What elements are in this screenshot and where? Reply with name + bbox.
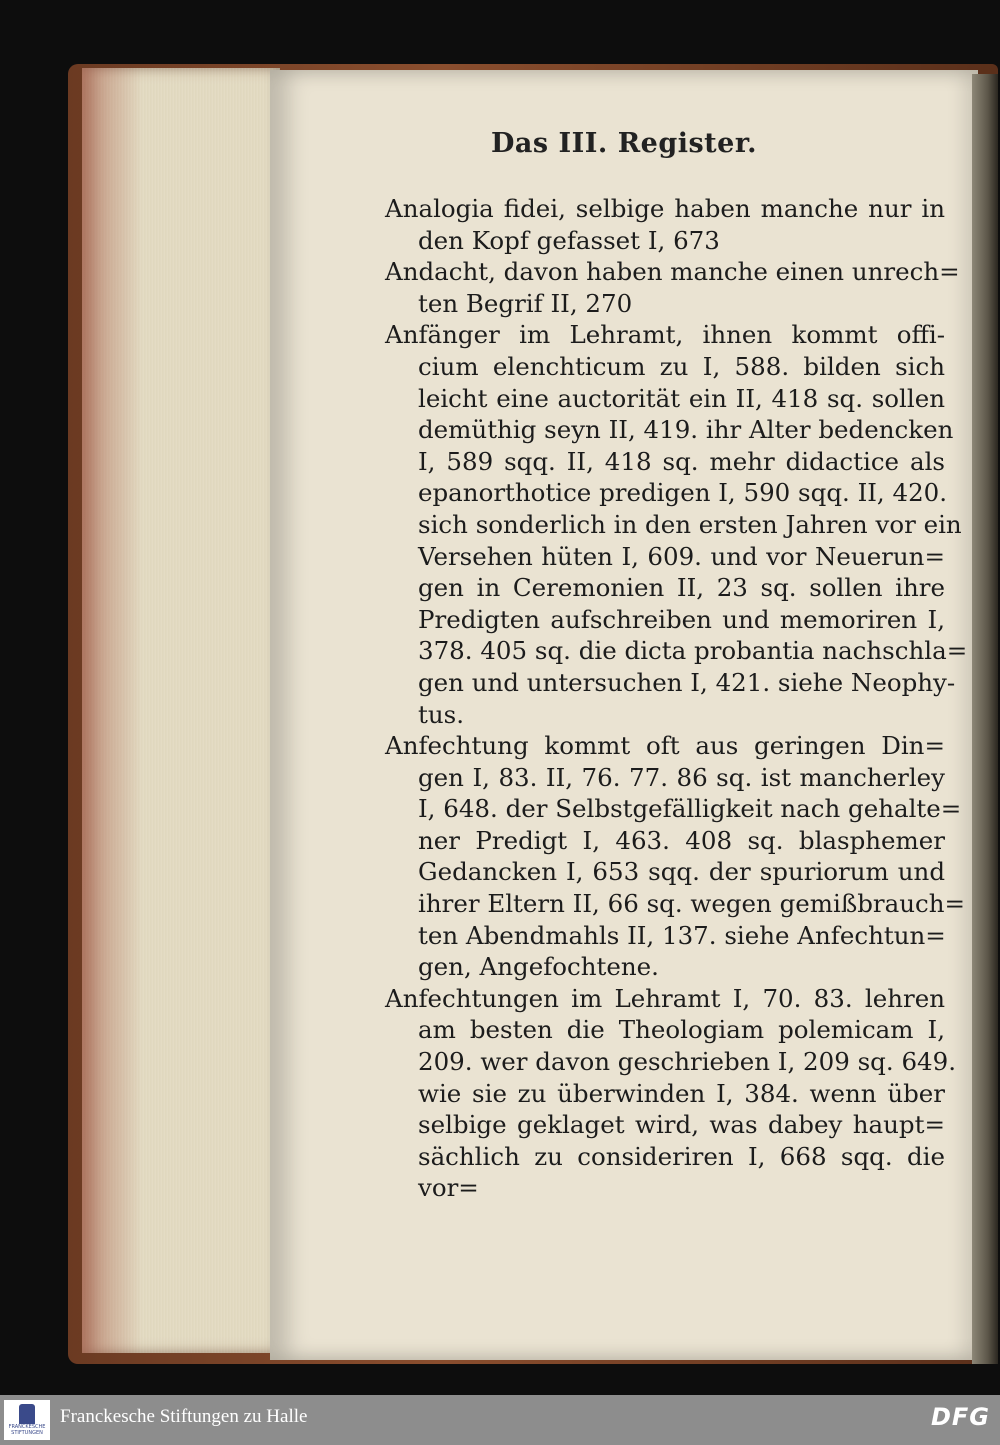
entry-line: gen und untersuchen I, 421. siehe Neophy- (418, 667, 956, 697)
page-heading: Das III. Register. (491, 128, 757, 159)
entry-line: sächlich zu consideriren I, 668 sqq. die (418, 1141, 945, 1171)
entry-line: ner Predigt I, 463. 408 sq. blasphemer (418, 825, 945, 855)
entry-line: leicht eine auctorität ein II, 418 sq. sollen (418, 383, 945, 413)
entry-line: Andacht, davon haben manche einen unrech= (385, 257, 960, 287)
entry-line: cium elenchticum zu I, 588. bilden sich (418, 351, 945, 381)
register-entries (385, 193, 968, 1204)
entry-line: epanorthotice predigen I, 590 sqq. II, 420. (418, 478, 948, 508)
entry-line: ihrer Eltern II, 66 sq. wegen gemißbrauch= (418, 889, 966, 919)
entry-line: selbige geklaget wird, was dabey haupt= (418, 1110, 945, 1140)
institution-logo[interactable] (4, 1400, 50, 1440)
entry-line: I, 589 sqq. II, 418 sq. mehr didactice als (418, 446, 945, 476)
institution-name[interactable]: Franckesche Stiftungen zu Halle (60, 1406, 308, 1427)
entry-line: Anfänger im Lehramt, ihnen kommt offi- (385, 320, 945, 350)
entry-line: Anfechtung kommt oft aus geringen Din= (385, 731, 945, 761)
dfg-logo[interactable]: DFG (930, 1403, 990, 1431)
entry-line: 378. 405 sq. die dicta probantia nachschla= (418, 636, 968, 666)
entry-line: Predigten aufschreiben und memoriren I, (418, 604, 945, 634)
entry-line: Analogia fidei, selbige haben manche nur in (385, 194, 945, 223)
entry-line: gen, Angefochtene. (418, 952, 659, 982)
entry-line: gen in Ceremonien II, 23 sq. sollen ihre (418, 573, 945, 603)
footer-bar (0, 1395, 1000, 1445)
entry-line: ten Begrif II, 270 (418, 288, 633, 318)
entry-line: den Kopf gefasset I, 673 (418, 225, 720, 255)
entry-line: Anfechtungen im Lehramt I, 70. 83. lehren (385, 983, 945, 1013)
entry-line: vor= (418, 1173, 479, 1203)
entry-line: 209. wer davon geschrieben I, 209 sq. 649. (418, 1047, 956, 1077)
logo-icon (19, 1404, 35, 1424)
entry-line: I, 648. der Selbstgefälligkeit nach gehalte= (418, 794, 962, 824)
entry-line: am besten die Theologiam polemicam I, (418, 1015, 945, 1045)
entry-line: Versehen hüten I, 609. und vor Neuerun= (418, 541, 945, 571)
entry-line: tus. (418, 699, 464, 729)
entry-line: ten Abendmahls II, 137. siehe Anfechtun= (418, 920, 946, 950)
entry-line: sich sonderlich in den ersten Jahren vor ein (418, 509, 962, 539)
page-gutter (972, 74, 998, 1364)
page-edges (82, 68, 280, 1353)
entry-line: wie sie zu überwinden I, 384. wenn über (418, 1078, 945, 1108)
entry-line: gen I, 83. II, 76. 77. 86 sq. ist mancherley (418, 762, 945, 792)
entry-line: Gedancken I, 653 sqq. der spuriorum und (418, 857, 945, 887)
entry-line: demüthig seyn II, 419. ihr Alter bedencken (418, 415, 954, 445)
logo-text: FRANCKESCHE STIFTUNGEN (8, 1424, 46, 1436)
